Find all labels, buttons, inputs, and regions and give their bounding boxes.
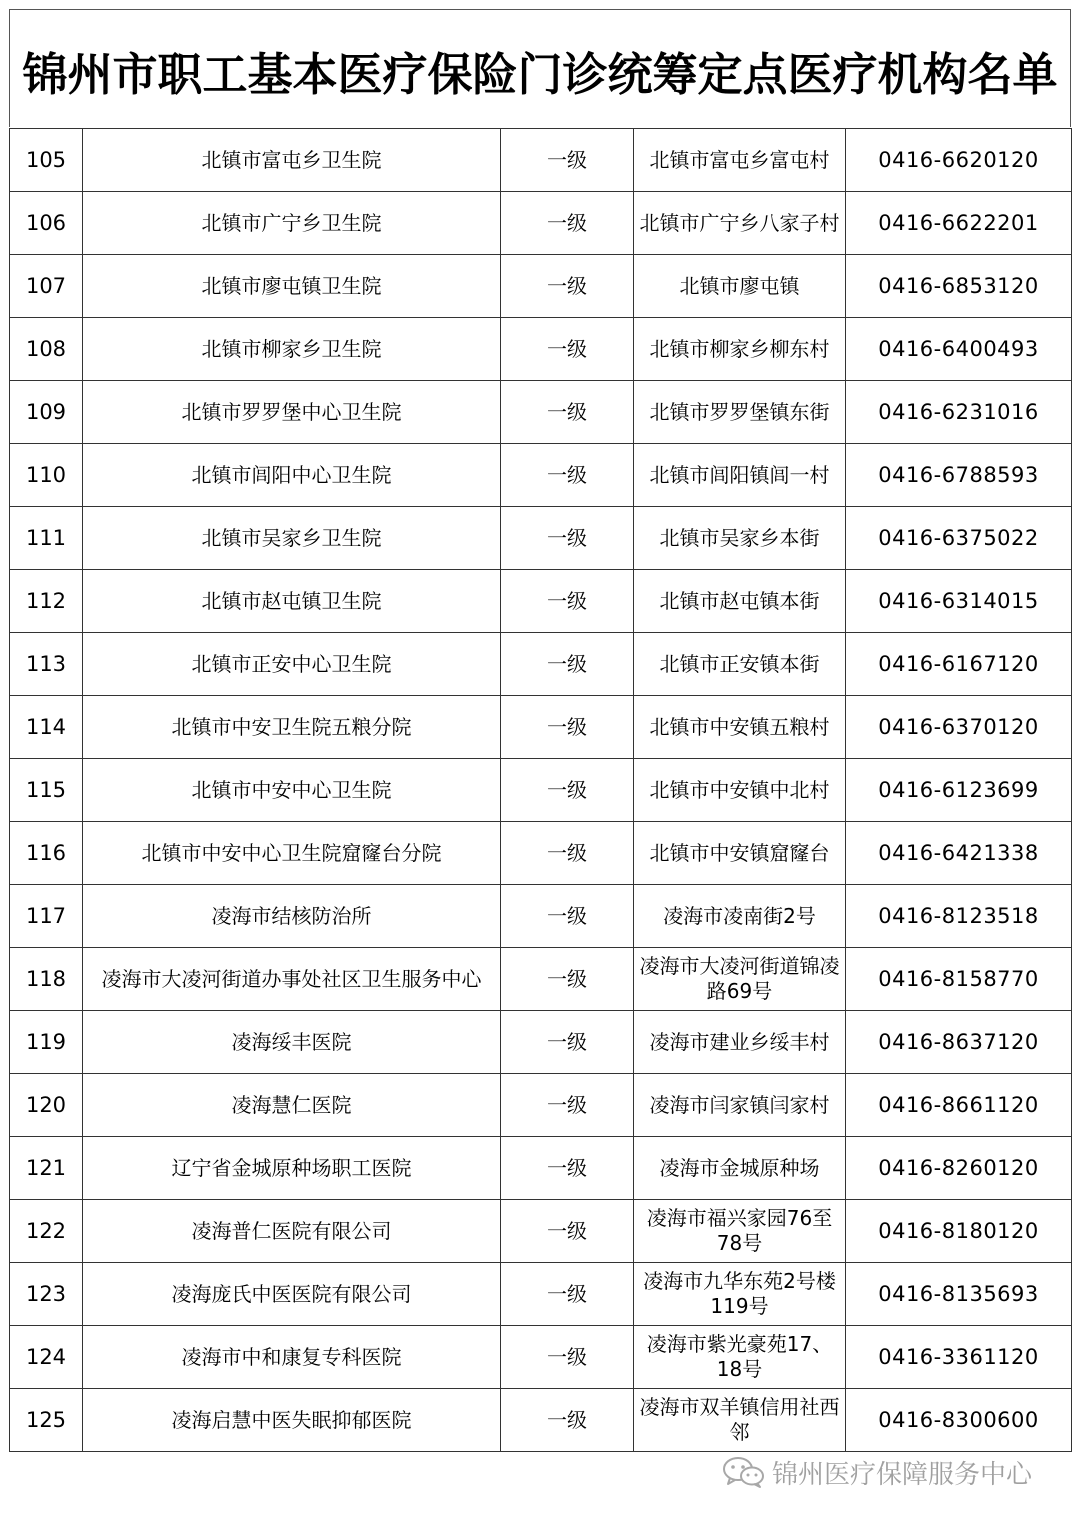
cell-level: 一级 (501, 507, 634, 570)
table-row (10, 570, 1072, 633)
cell-number: 123 (10, 1263, 83, 1326)
cell-phone: 0416-6620120 (846, 129, 1072, 192)
table-row (10, 1389, 1072, 1452)
table-row (10, 255, 1072, 318)
table-row (10, 1263, 1072, 1326)
cell-number: 115 (10, 759, 83, 822)
table-row (10, 633, 1072, 696)
cell-level: 一级 (501, 255, 634, 318)
table-row (10, 507, 1072, 570)
cell-level: 一级 (501, 633, 634, 696)
cell-number: 118 (10, 948, 83, 1011)
cell-number: 114 (10, 696, 83, 759)
cell-address: 凌海市金城原种场 (634, 1137, 846, 1200)
cell-phone: 0416-6375022 (846, 507, 1072, 570)
cell-number: 119 (10, 1011, 83, 1074)
table-row (10, 948, 1072, 1011)
table-row (10, 822, 1072, 885)
cell-level: 一级 (501, 759, 634, 822)
table-body (10, 129, 1072, 1452)
cell-address: 北镇市柳家乡柳东村 (634, 318, 846, 381)
cell-phone: 0416-6231016 (846, 381, 1072, 444)
cell-address: 北镇市正安镇本街 (634, 633, 846, 696)
cell-level: 一级 (501, 885, 634, 948)
cell-address: 凌海市双羊镇信用社西邻 (634, 1389, 846, 1452)
cell-number: 105 (10, 129, 83, 192)
page-title: 锦州市职工基本医疗保险门诊统筹定点医疗机构名单 (22, 48, 1058, 101)
cell-phone: 0416-8637120 (846, 1011, 1072, 1074)
cell-institution-name: 凌海慧仁医院 (83, 1074, 501, 1137)
cell-institution-name: 凌海绥丰医院 (83, 1011, 501, 1074)
cell-address: 北镇市赵屯镇本街 (634, 570, 846, 633)
cell-number: 125 (10, 1389, 83, 1452)
cell-institution-name: 北镇市廖屯镇卫生院 (83, 255, 501, 318)
cell-phone: 0416-8661120 (846, 1074, 1072, 1137)
cell-number: 117 (10, 885, 83, 948)
cell-address: 北镇市富屯乡富屯村 (634, 129, 846, 192)
cell-institution-name: 北镇市吴家乡卫生院 (83, 507, 501, 570)
cell-address: 北镇市广宁乡八家子村 (634, 192, 846, 255)
table-row (10, 1011, 1072, 1074)
cell-institution-name: 凌海市中和康复专科医院 (83, 1326, 501, 1389)
cell-address: 凌海市建业乡绥丰村 (634, 1011, 846, 1074)
cell-phone: 0416-8260120 (846, 1137, 1072, 1200)
table-row (10, 885, 1072, 948)
cell-phone: 0416-6314015 (846, 570, 1072, 633)
cell-address: 凌海市九华东苑2号楼119号 (634, 1263, 846, 1326)
cell-phone: 0416-3361120 (846, 1326, 1072, 1389)
institution-table (9, 128, 1072, 1452)
table-row (10, 759, 1072, 822)
footer-watermark (722, 1450, 1062, 1494)
cell-number: 124 (10, 1326, 83, 1389)
cell-level: 一级 (501, 1074, 634, 1137)
cell-address: 凌海市闫家镇闫家村 (634, 1074, 846, 1137)
cell-address: 凌海市紫光豪苑17、18号 (634, 1326, 846, 1389)
cell-phone: 0416-8135693 (846, 1263, 1072, 1326)
cell-level: 一级 (501, 822, 634, 885)
cell-level: 一级 (501, 1263, 634, 1326)
cell-phone: 0416-6788593 (846, 444, 1072, 507)
cell-number: 121 (10, 1137, 83, 1200)
cell-phone: 0416-8180120 (846, 1200, 1072, 1263)
cell-institution-name: 北镇市中安卫生院五粮分院 (83, 696, 501, 759)
cell-level: 一级 (501, 1137, 634, 1200)
cell-address: 北镇市中安镇五粮村 (634, 696, 846, 759)
cell-level: 一级 (501, 1389, 634, 1452)
cell-address: 北镇市罗罗堡镇东街 (634, 381, 846, 444)
cell-level: 一级 (501, 1200, 634, 1263)
table-row (10, 444, 1072, 507)
cell-institution-name: 凌海庞氏中医医院有限公司 (83, 1263, 501, 1326)
table-row (10, 129, 1072, 192)
cell-phone: 0416-8123518 (846, 885, 1072, 948)
cell-address: 北镇市吴家乡本街 (634, 507, 846, 570)
cell-level: 一级 (501, 1326, 634, 1389)
cell-institution-name: 凌海普仁医院有限公司 (83, 1200, 501, 1263)
cell-phone: 0416-8300600 (846, 1389, 1072, 1452)
cell-number: 120 (10, 1074, 83, 1137)
cell-number: 108 (10, 318, 83, 381)
table-row (10, 1200, 1072, 1263)
cell-institution-name: 北镇市赵屯镇卫生院 (83, 570, 501, 633)
cell-institution-name: 凌海市大凌河街道办事处社区卫生服务中心 (83, 948, 501, 1011)
cell-level: 一级 (501, 318, 634, 381)
cell-level: 一级 (501, 948, 634, 1011)
cell-address: 凌海市大凌河街道锦凌路69号 (634, 948, 846, 1011)
cell-number: 111 (10, 507, 83, 570)
cell-level: 一级 (501, 570, 634, 633)
footer-text: 锦州医疗保障服务中心 (772, 1459, 1033, 1490)
table-row (10, 192, 1072, 255)
cell-address: 北镇市中安镇中北村 (634, 759, 846, 822)
cell-phone: 0416-6421338 (846, 822, 1072, 885)
cell-institution-name: 北镇市广宁乡卫生院 (83, 192, 501, 255)
cell-number: 113 (10, 633, 83, 696)
cell-institution-name: 北镇市中安中心卫生院 (83, 759, 501, 822)
cell-address: 北镇市中安镇窟窿台 (634, 822, 846, 885)
table-row (10, 381, 1072, 444)
cell-number: 110 (10, 444, 83, 507)
cell-level: 一级 (501, 381, 634, 444)
cell-number: 109 (10, 381, 83, 444)
cell-number: 112 (10, 570, 83, 633)
cell-phone: 0416-8158770 (846, 948, 1072, 1011)
cell-institution-name: 北镇市正安中心卫生院 (83, 633, 501, 696)
cell-phone: 0416-6167120 (846, 633, 1072, 696)
cell-institution-name: 北镇市罗罗堡中心卫生院 (83, 381, 501, 444)
cell-phone: 0416-6853120 (846, 255, 1072, 318)
cell-address: 凌海市福兴家园76至78号 (634, 1200, 846, 1263)
cell-number: 116 (10, 822, 83, 885)
cell-address: 北镇市闾阳镇闾一村 (634, 444, 846, 507)
cell-institution-name: 北镇市柳家乡卫生院 (83, 318, 501, 381)
cell-address: 北镇市廖屯镇 (634, 255, 846, 318)
cell-phone: 0416-6400493 (846, 318, 1072, 381)
table-row (10, 1137, 1072, 1200)
cell-number: 122 (10, 1200, 83, 1263)
cell-phone: 0416-6123699 (846, 759, 1072, 822)
table-row (10, 1074, 1072, 1137)
cell-institution-name: 辽宁省金城原种场职工医院 (83, 1137, 501, 1200)
cell-institution-name: 凌海启慧中医失眠抑郁医院 (83, 1389, 501, 1452)
cell-phone: 0416-6622201 (846, 192, 1072, 255)
cell-institution-name: 凌海市结核防治所 (83, 885, 501, 948)
cell-level: 一级 (501, 1011, 634, 1074)
cell-institution-name: 北镇市中安中心卫生院窟窿台分院 (83, 822, 501, 885)
table-row (10, 1326, 1072, 1389)
title-box (9, 9, 1071, 127)
cell-institution-name: 北镇市富屯乡卫生院 (83, 129, 501, 192)
cell-level: 一级 (501, 696, 634, 759)
table-row (10, 696, 1072, 759)
cell-institution-name: 北镇市闾阳中心卫生院 (83, 444, 501, 507)
cell-number: 107 (10, 255, 83, 318)
cell-level: 一级 (501, 129, 634, 192)
cell-address: 凌海市凌南街2号 (634, 885, 846, 948)
wechat-icon (722, 1455, 766, 1489)
table-row (10, 318, 1072, 381)
cell-level: 一级 (501, 444, 634, 507)
cell-phone: 0416-6370120 (846, 696, 1072, 759)
cell-level: 一级 (501, 192, 634, 255)
cell-number: 106 (10, 192, 83, 255)
